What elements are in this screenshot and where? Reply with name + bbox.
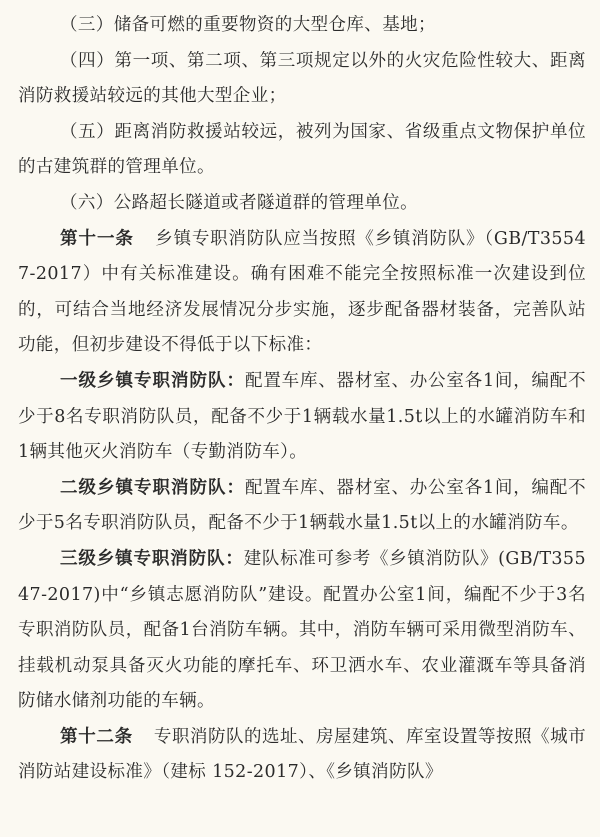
level-2-heading: 二级乡镇专职消防队： (60, 477, 246, 498)
clause-item-6 (18, 186, 586, 222)
level-1-standard (18, 364, 586, 471)
level-3-standard (18, 542, 586, 720)
article-12-text: 专职消防队的选址、房屋建筑、库室设置等按照《城市消防站建设标准》（建标 152-2017）、《乡镇消防队》 (18, 726, 586, 783)
level-2-text: 配置车库、器材室、办公室各1间，编配不少于5名专职消防队员，配备不少于1辆载水量1.5t以上的水罐消防车。 (18, 477, 587, 534)
clause-item-4-text: （四）第一项、第二项、第三项规定以外的火灾危险性较大、距离消防救援站较远的其他大型企业； (18, 50, 586, 107)
clause-item-3-text: （三）储备可燃的重要物资的大型仓库、基地； (60, 15, 436, 35)
article-11-text: 乡镇专职消防队应当按照《乡镇消防队》（GB/T35547-2017）中有关标准建设。确有困难不能完全按照标准一次建设到位的，可结合当地经济发展情况分步实施，逐步配备器材装备，完善队站功能，但初步建设不得低于以下标准： (18, 228, 586, 356)
article-11 (18, 222, 586, 364)
article-11-heading: 第十一条 (60, 228, 134, 249)
clause-item-3 (18, 8, 586, 44)
level-2-standard (18, 471, 586, 542)
clause-item-6-text: （六）公路超长隧道或者隧道群的管理单位。 (60, 192, 418, 213)
clause-item-5-text: （五）距离消防救援站较远，被列为国家、省级重点文物保护单位的古建筑群的管理单位。 (18, 121, 586, 178)
level-3-text: 建队标准可参考《乡镇消防队》(GB/T35547-2017)中“乡镇志愿消防队”建设。配置办公室1间，编配不少于3名专职消防队员，配备1台消防车辆。其中，消防车辆可采用微型消防车、挂载机动泵具备灭火功能的摩托车、环卫洒水车、农业灌溉车等具备消防储水储剂功能的车辆。 (18, 548, 586, 712)
article-12 (18, 720, 586, 791)
level-1-text: 配置车库、器材室、办公室各1间，编配不少于8名专职消防队员，配备不少于1辆载水量1.5t以上的水罐消防车和1辆其他灭火消防车（专勤消防车）。 (18, 370, 587, 463)
level-1-heading: 一级乡镇专职消防队： (60, 370, 246, 391)
article-12-heading: 第十二条 (60, 726, 133, 747)
clause-item-4 (18, 44, 586, 115)
level-3-heading: 三级乡镇专职消防队： (60, 548, 244, 569)
clause-item-5 (18, 115, 586, 186)
